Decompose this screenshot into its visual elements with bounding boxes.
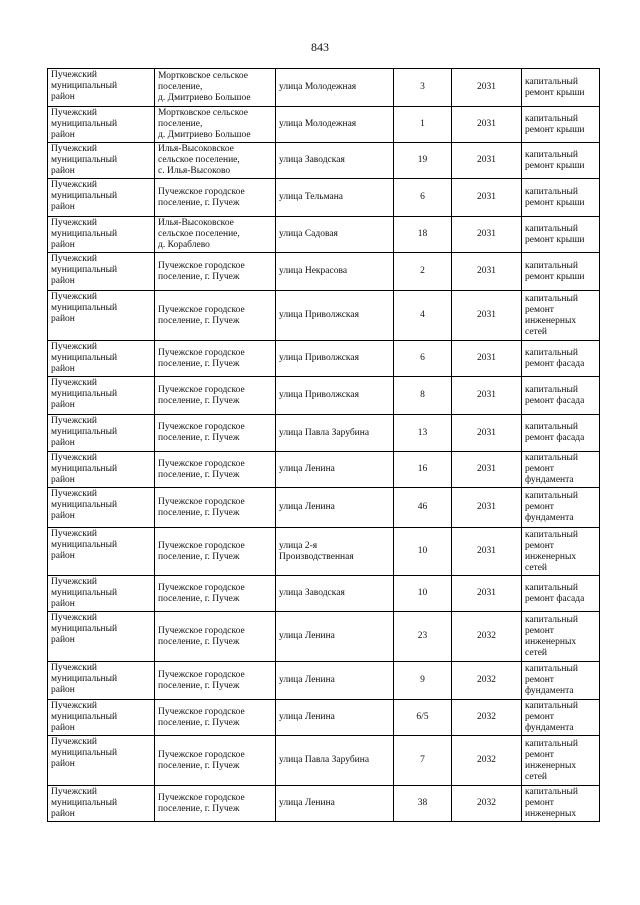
table-row (48, 576, 600, 612)
street-cell: улица Ленина (276, 488, 394, 528)
settlement-cell: Пучежское городское поселение, г. Пучеж (155, 700, 276, 736)
house-number-cell: 6/5 (394, 700, 452, 736)
settlement-cell: Илья-Высоковское сельское поселение, д. Кораблево (155, 217, 276, 253)
house-number-cell: 3 (394, 69, 452, 107)
work-type-cell: капитальный ремонт фасада (522, 576, 600, 612)
year-cell: 2032 (452, 700, 522, 736)
table-row (48, 612, 600, 662)
district-cell: Пучежский муниципальный район (48, 576, 155, 612)
work-type-cell: капитальный ремонт инженерных сетей (522, 291, 600, 341)
work-type-cell: капитальный ремонт крыши (522, 179, 600, 217)
district-cell: Пучежский муниципальный район (48, 528, 155, 576)
street-cell: улица Молодежная (276, 107, 394, 143)
year-cell: 2032 (452, 662, 522, 700)
street-cell: улица Ленина (276, 452, 394, 488)
table-row (48, 217, 600, 253)
house-number-cell: 4 (394, 291, 452, 341)
district-cell: Пучежский муниципальный район (48, 69, 155, 107)
street-cell: улица Ленина (276, 786, 394, 822)
work-type-cell: капитальный ремонт инженерных сетей (522, 612, 600, 662)
house-number-cell: 38 (394, 786, 452, 822)
table-row (48, 107, 600, 143)
work-type-cell: капитальный ремонт фасада (522, 341, 600, 377)
street-cell: улица Ленина (276, 662, 394, 700)
work-type-cell: капитальный ремонт крыши (522, 253, 600, 291)
table-row (48, 786, 600, 822)
house-number-cell: 19 (394, 143, 452, 179)
street-cell: улица Ленина (276, 612, 394, 662)
district-cell: Пучежский муниципальный район (48, 341, 155, 377)
table-row (48, 179, 600, 217)
year-cell: 2031 (452, 488, 522, 528)
street-cell: улица Тельмана (276, 179, 394, 217)
district-cell: Пучежский муниципальный район (48, 452, 155, 488)
district-cell: Пучежский муниципальный район (48, 291, 155, 341)
street-cell: улица Приволжская (276, 341, 394, 377)
settlement-cell: Мортковское сельское поселение, д. Дмитриево Большое (155, 107, 276, 143)
street-cell: улица Павла Зарубина (276, 415, 394, 452)
settlement-cell: Пучежское городское поселение, г. Пучеж (155, 488, 276, 528)
work-type-cell: капитальный ремонт крыши (522, 143, 600, 179)
settlement-cell: Мортковское сельское поселение, д. Дмитриево Большое (155, 69, 276, 107)
settlement-cell: Пучежское городское поселение, г. Пучеж (155, 253, 276, 291)
house-number-cell: 46 (394, 488, 452, 528)
street-cell: улица Заводская (276, 576, 394, 612)
district-cell: Пучежский муниципальный район (48, 107, 155, 143)
house-number-cell: 1 (394, 107, 452, 143)
settlement-cell: Пучежское городское поселение, г. Пучеж (155, 341, 276, 377)
work-type-cell: капитальный ремонт фундамента (522, 452, 600, 488)
work-type-cell: капитальный ремонт крыши (522, 107, 600, 143)
table-row (48, 253, 600, 291)
district-cell: Пучежский муниципальный район (48, 612, 155, 662)
district-cell: Пучежский муниципальный район (48, 662, 155, 700)
settlement-cell: Пучежское городское поселение, г. Пучеж (155, 291, 276, 341)
work-type-cell: капитальный ремонт инженерных сетей (522, 528, 600, 576)
house-number-cell: 8 (394, 377, 452, 415)
work-type-cell: капитальный ремонт фундамента (522, 700, 600, 736)
house-number-cell: 10 (394, 528, 452, 576)
street-cell: улица Молодежная (276, 69, 394, 107)
settlement-cell: Пучежское городское поселение, г. Пучеж (155, 612, 276, 662)
settlement-cell: Пучежское городское поселение, г. Пучеж (155, 528, 276, 576)
district-cell: Пучежский муниципальный район (48, 786, 155, 822)
work-type-cell: капитальный ремонт крыши (522, 217, 600, 253)
work-type-cell: капитальный ремонт инженерных (522, 786, 600, 822)
year-cell: 2031 (452, 528, 522, 576)
year-cell: 2031 (452, 377, 522, 415)
street-cell: улица Заводская (276, 143, 394, 179)
work-type-cell: капитальный ремонт фасада (522, 377, 600, 415)
house-number-cell: 13 (394, 415, 452, 452)
year-cell: 2031 (452, 69, 522, 107)
year-cell: 2031 (452, 253, 522, 291)
house-number-cell: 10 (394, 576, 452, 612)
settlement-cell: Пучежское городское поселение, г. Пучеж (155, 736, 276, 786)
house-number-cell: 2 (394, 253, 452, 291)
table-row (48, 488, 600, 528)
table-row (48, 528, 600, 576)
street-cell: улица 2-я Производственная (276, 528, 394, 576)
district-cell: Пучежский муниципальный район (48, 700, 155, 736)
house-number-cell: 9 (394, 662, 452, 700)
district-cell: Пучежский муниципальный район (48, 415, 155, 452)
house-number-cell: 18 (394, 217, 452, 253)
house-number-cell: 7 (394, 736, 452, 786)
district-cell: Пучежский муниципальный район (48, 488, 155, 528)
year-cell: 2031 (452, 217, 522, 253)
settlement-cell: Пучежское городское поселение, г. Пучеж (155, 179, 276, 217)
year-cell: 2031 (452, 143, 522, 179)
district-cell: Пучежский муниципальный район (48, 736, 155, 786)
district-cell: Пучежский муниципальный район (48, 179, 155, 217)
house-number-cell: 6 (394, 179, 452, 217)
work-type-cell: капитальный ремонт крыши (522, 69, 600, 107)
table-row (48, 736, 600, 786)
year-cell: 2031 (452, 291, 522, 341)
table-row (48, 341, 600, 377)
street-cell: улица Приволжская (276, 377, 394, 415)
district-cell: Пучежский муниципальный район (48, 143, 155, 179)
house-number-cell: 16 (394, 452, 452, 488)
year-cell: 2032 (452, 612, 522, 662)
repair-schedule-table (47, 68, 600, 822)
work-type-cell: капитальный ремонт фундамента (522, 488, 600, 528)
table-row (48, 69, 600, 107)
table-row (48, 662, 600, 700)
page-number: 843 (311, 40, 329, 54)
settlement-cell: Илья-Высоковское сельское поселение, с. Илья-Высоково (155, 143, 276, 179)
table-row (48, 143, 600, 179)
settlement-cell: Пучежское городское поселение, г. Пучеж (155, 576, 276, 612)
house-number-cell: 6 (394, 341, 452, 377)
year-cell: 2031 (452, 452, 522, 488)
table-body (48, 69, 600, 822)
year-cell: 2031 (452, 415, 522, 452)
street-cell: улица Ленина (276, 700, 394, 736)
year-cell: 2031 (452, 107, 522, 143)
work-type-cell: капитальный ремонт фундамента (522, 662, 600, 700)
settlement-cell: Пучежское городское поселение, г. Пучеж (155, 452, 276, 488)
settlement-cell: Пучежское городское поселение, г. Пучеж (155, 377, 276, 415)
street-cell: улица Садовая (276, 217, 394, 253)
table-row (48, 452, 600, 488)
table-row (48, 377, 600, 415)
work-type-cell: капитальный ремонт фасада (522, 415, 600, 452)
work-type-cell: капитальный ремонт инженерных сетей (522, 736, 600, 786)
street-cell: улица Приволжская (276, 291, 394, 341)
year-cell: 2031 (452, 576, 522, 612)
district-cell: Пучежский муниципальный район (48, 217, 155, 253)
district-cell: Пучежский муниципальный район (48, 377, 155, 415)
table-row (48, 291, 600, 341)
street-cell: улица Павла Зарубина (276, 736, 394, 786)
year-cell: 2031 (452, 341, 522, 377)
settlement-cell: Пучежское городское поселение, г. Пучеж (155, 662, 276, 700)
district-cell: Пучежский муниципальный район (48, 253, 155, 291)
table-row (48, 700, 600, 736)
year-cell: 2032 (452, 736, 522, 786)
street-cell: улица Некрасова (276, 253, 394, 291)
house-number-cell: 23 (394, 612, 452, 662)
settlement-cell: Пучежское городское поселение, г. Пучеж (155, 786, 276, 822)
table-row (48, 415, 600, 452)
settlement-cell: Пучежское городское поселение, г. Пучеж (155, 415, 276, 452)
year-cell: 2031 (452, 179, 522, 217)
year-cell: 2032 (452, 786, 522, 822)
